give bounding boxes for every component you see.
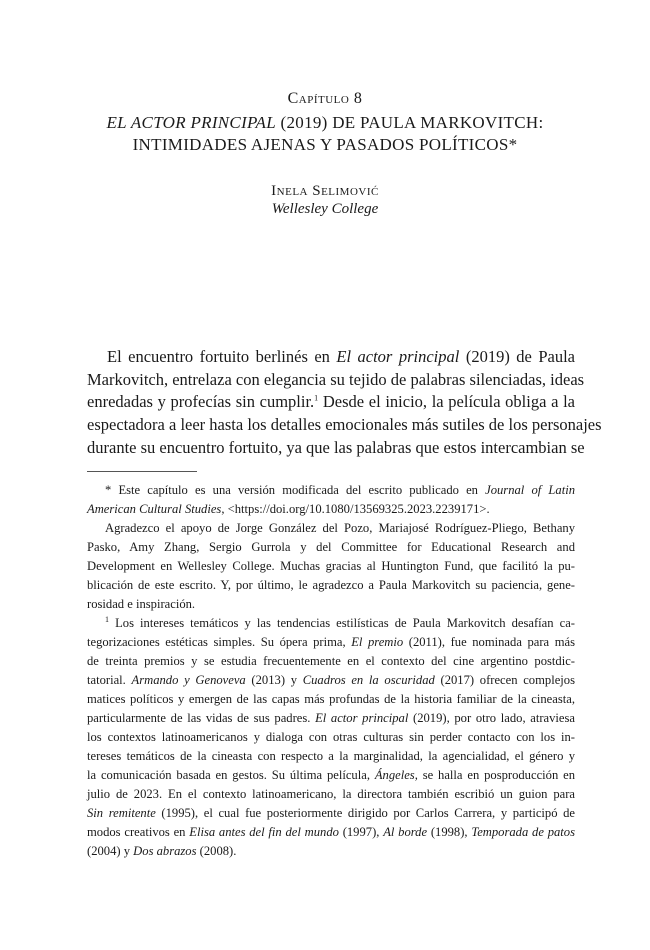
footnotes bbox=[87, 481, 575, 861]
footnote-line: tegorizaciones estéticas simples. Su ópera prima, El premio (2011), fue nominada para más bbox=[87, 635, 575, 649]
chapter-title bbox=[60, 112, 590, 156]
footnote-line: American Cultural Studies, <https://doi.org/10.1080/13569325.2023.2239171>. bbox=[87, 502, 490, 516]
footnote-line: modos creativos en Elisa antes del fin del mundo (1997), Al borde (1998), Temporada de patos bbox=[87, 825, 575, 839]
footnote-line: julio de 2023. En el contexto latinoamericano, la directora también escribió un guion para bbox=[87, 787, 575, 801]
footnote-line: los contextos latinoamericanos y dialoga con otras culturas sin perder contacto con los in- bbox=[87, 730, 575, 744]
footnote-line: $^1$ Los intereses temáticos y las tendencias estilísticas de Paula Markovitch desafían ca- bbox=[105, 614, 575, 630]
footnote-line: tatorial. Armando y Genoveva (2013) y Cuadros en la oscuridad (2017) ofrecen complejos bbox=[87, 673, 575, 687]
footnote-line: Agradezco el apoyo de Jorge González del Pozo, Mariajosé Rodríguez-Pliego, Bethany bbox=[105, 521, 575, 535]
film-title: EL ACTOR PRINCIPAL bbox=[106, 113, 276, 132]
footnote-ref[interactable]: 1 bbox=[314, 393, 319, 403]
footnote-line: la comunicación basada en gestos. Su última película, Ángeles, se halla en posproducción en bbox=[87, 768, 575, 782]
body-line: espectadora a leer hasta los detalles emocionales más sutiles de los personajes bbox=[87, 415, 602, 435]
author-affiliation: Wellesley College bbox=[271, 201, 379, 217]
footnote-line: matices políticos y emergen de las capas más profundas de la historia familiar de la cineasta, bbox=[87, 692, 575, 706]
body-line: El encuentro fortuito berlinés en El actor principal (2019) de Paula bbox=[107, 347, 575, 366]
footnote-line: Development en Wellesley College. Muchas gracias al Huntington Fund, que facilitó la pu- bbox=[87, 559, 575, 573]
body-line: Markovitch, entrelaza con elegancia su tejido de palabras silenciadas, ideas bbox=[87, 369, 585, 389]
footnote-line: Pasko, Amy Zhang, Sergio Gurrola y del Committee for Educational Research and bbox=[87, 540, 575, 554]
body-paragraph bbox=[87, 346, 602, 460]
footnote-line: (2004) y Dos abrazos (2008). bbox=[87, 844, 237, 858]
footnote-number: 1 bbox=[105, 614, 109, 624]
author-name: Inela Selimović bbox=[271, 183, 379, 199]
chapter-label: Capítulo 8 bbox=[287, 90, 363, 107]
footnote-separator bbox=[87, 471, 197, 472]
footnote-line: tereses temáticos de la cineasta con respecto a la marginalidad, la agencialidad, el género y bbox=[87, 749, 575, 763]
body-line: durante su encuentro fortuito, ya que las palabras que estos intercambian se bbox=[87, 437, 585, 457]
footnote-line: particularmente de las vidas de sus padres. El actor principal (2019), por otro lado, atraviesa bbox=[87, 711, 575, 725]
chapter-title-line: EL ACTOR PRINCIPAL (2019) DE PAULA MARKOVITCH: bbox=[106, 113, 544, 132]
footnote-line: Sin remitente (1995), el cual fue posteriormente dirigido por Carlos Carrera, y participó de bbox=[87, 806, 575, 820]
footnote-line: de treinta premios y se estudia frecuentemente en el contexto del cine argentino postdic- bbox=[87, 654, 575, 668]
body-line: enredadas y profecías sin cumplir.$^1$ Desde el inicio, la película obliga a la bbox=[87, 392, 576, 412]
footnote-line: rosidad e inspiración. bbox=[87, 597, 196, 611]
footnote-line: blicación de este escrito. Y, por último, le agradezco a Paula Markovitch su paciencia, gene- bbox=[87, 578, 575, 592]
chapter-title-line: INTIMIDADES AJENAS Y PASADOS POLÍTICOS* bbox=[132, 135, 518, 154]
footnote-line: * Este capítulo es una versión modificada del escrito publicado en Journal of Latin bbox=[105, 483, 575, 497]
